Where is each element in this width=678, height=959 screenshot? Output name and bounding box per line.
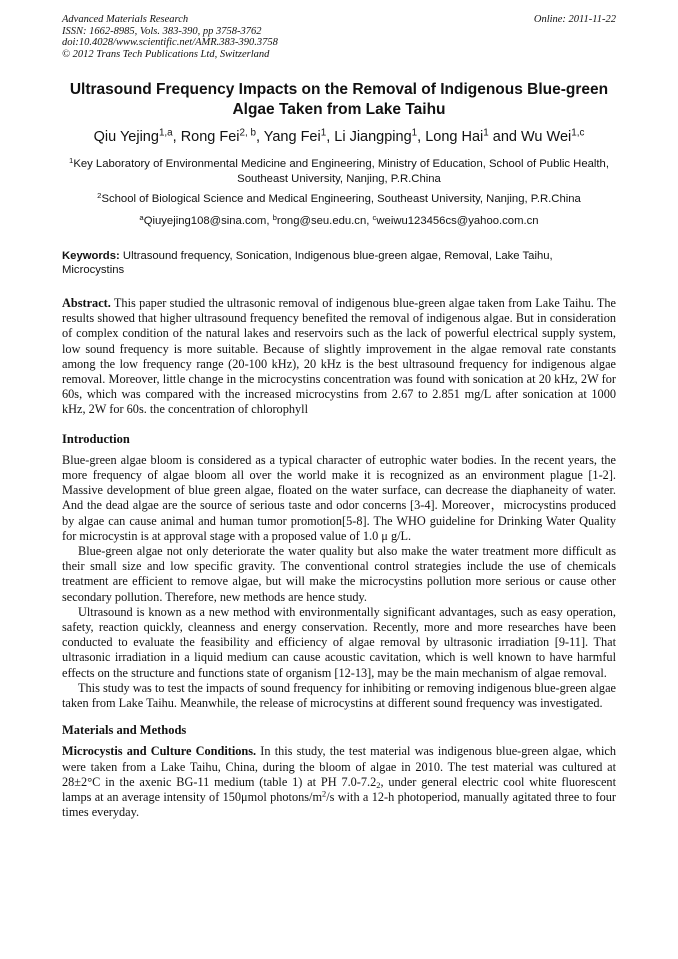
email[interactable]: $^c$weiwu123456cs@yahoo.com.cn: [372, 212, 539, 227]
section-heading-methods: Materials and Methods: [62, 723, 187, 738]
abstract: [62, 296, 616, 418]
keywords-text: Ultrasound frequency, Sonication, Indigenous blue-green algae, Removal, Lake Taihu, Microcystins: [62, 250, 553, 276]
journal-copyright: © 2012 Trans Tech Publications Ltd, Switzerland: [62, 48, 270, 60]
keywords: [62, 249, 616, 277]
section-heading-introduction: Introduction: [62, 431, 130, 446]
paper-body: [62, 296, 616, 821]
paper-title: Ultrasound Frequency Impacts on the Removal of Indigenous Blue-green Algae Taken from Lake Taihu: [69, 81, 609, 118]
email[interactable]: $^a$Qiuyejing108@sina.com: [139, 212, 267, 227]
journal-doi: doi:10.4028/www.scientific.net/AMR.383-390.3758: [62, 37, 278, 48]
author: Long Hai$^1$ and: [425, 127, 521, 145]
journal-issn: ISSN: 1662-8985, Vols. 383-390, pp 3758-3762: [62, 25, 262, 37]
affiliation-1: $^1$Key Laboratory of Environmental Medicine and Engineering, Ministry of Education, School of Public Health, Southeast University, Nanjing, P.R.China: [69, 155, 609, 185]
paragraph: Blue-green algae bloom is considered as a typical character of eutrophic water bodies. In the recent years, the more frequency of algae bloom all over the world make it is recognized as an environment plague [1-2]. Massive development of blue green algae, floated on the water surface, can decrease the diaphaneity of water. And the dead algae are the source of serious taste and odor concerns [3-4]. Moreover，microcystins produced by algae can cause animal and human tumor promotion[5-8]. The WHO guideline for Drinking Water Quality for microcystin is at approval stage with a proposed value of 1.0 μ g/L.: [62, 452, 616, 543]
author: Li Jiangping$^1$,: [334, 127, 426, 145]
affiliation-2: $^2$School of Biological Science and Medical Engineering, Southeast University, Nanjing, P.R.China: [97, 190, 581, 205]
paragraph: Microcystis and Culture Conditions. In this study, the test material was indigenous blue-green algae, which were taken from a Lake Taihu, China, during the bloom of algae in 2010. The test material was cultured at 28±2°C in the axenic BG-11 medium (table 1) at PH $7.0-7.2_2$, under general electric cool white fluorescent lamps at an average intensity of 150μmol photons/$m^2/s$ with a 12-h photoperiod, manually agitated three to four times everyday.: [62, 744, 616, 820]
paragraph: Blue-green algae not only deteriorate the water quality but also make the water treatment more difficult as their small size and low specific gravity. The conventional control strategies include the use of chemicals treatment are efficient to remove algae, but will make the microcystins pollution more serious or cause other secondary pollution. Therefore, new methods are hence study.: [62, 544, 616, 604]
subsection-label: Microcystis and Culture Conditions.: [62, 744, 257, 759]
abstract-label: Abstract.: [62, 296, 111, 310]
journal-header: [62, 14, 616, 60]
author-list: [40, 128, 638, 146]
abstract-text: This paper studied the ultrasonic removal of indigenous blue-green algae taken from Lake Taihu. The results showed that higher ultrasound frequency benefited the removal of indigenous algae. But in consideration of complex condition of the natural lakes and reservoirs such as the lack of powerful electrical supply system, low sound frequency is more suitable. Because of slightly improvement in the algae removal rate constants among the low frequency range (20-100 kHz), 20 kHz is the best ultrasound frequency for indigenous algae removal. Moreover, little change in the microcystins concentration was found with sonication at 20 kHz, 2W for 60s, which was compared with the increased microcystins from 2.67 to 2.851 mg/L after sonication at 1000 kHz, 2W for 60s. the concentration of chlorophyll: [62, 296, 616, 417]
paragraph: This study was to test the impacts of sound frequency for inhibiting or removing indigenous blue-green algae taken from Lake Taihu. Meanwhile, the release of microcystins at different sound frequency was investigated.: [62, 680, 616, 711]
paragraph: Ultrasound is known as a new method with environmentally significant advantages, such as easy operation, safety, reaction quickly, cleanness and energy conservation. Recently, more and more researches have been conducted to evaluate the feasibility and efficiency of algae removal by ultrasonic irradiation [9-11]. That ultrasonic irradiation in a liquid medium can cause acoustic cavitation, which is well known to have harmful effects on the structure and functions state of organism [12-13], may be the main mechanism of algae removal.: [62, 604, 616, 680]
author-emails: $^a$Qiuyejing108@sina.com, $^b$rong@seu.edu.cn, $^c$weiwu123456cs@yahoo.com.cn: [139, 212, 539, 227]
author: Wu Wei$^{1,c}$: [521, 127, 585, 145]
email[interactable]: $^b$rong@seu.edu.cn: [272, 212, 367, 227]
author: Rong Fei$^{2, b}$,: [180, 127, 264, 145]
author: Qiu Yejing$^{1,a}$,: [93, 127, 181, 145]
author: Yang Fei$^1$,: [263, 127, 335, 145]
journal-name: Advanced Materials Research: [62, 14, 189, 25]
keywords-label: Keywords:: [62, 250, 120, 262]
online-date: Online: 2011-11-22: [533, 14, 616, 25]
